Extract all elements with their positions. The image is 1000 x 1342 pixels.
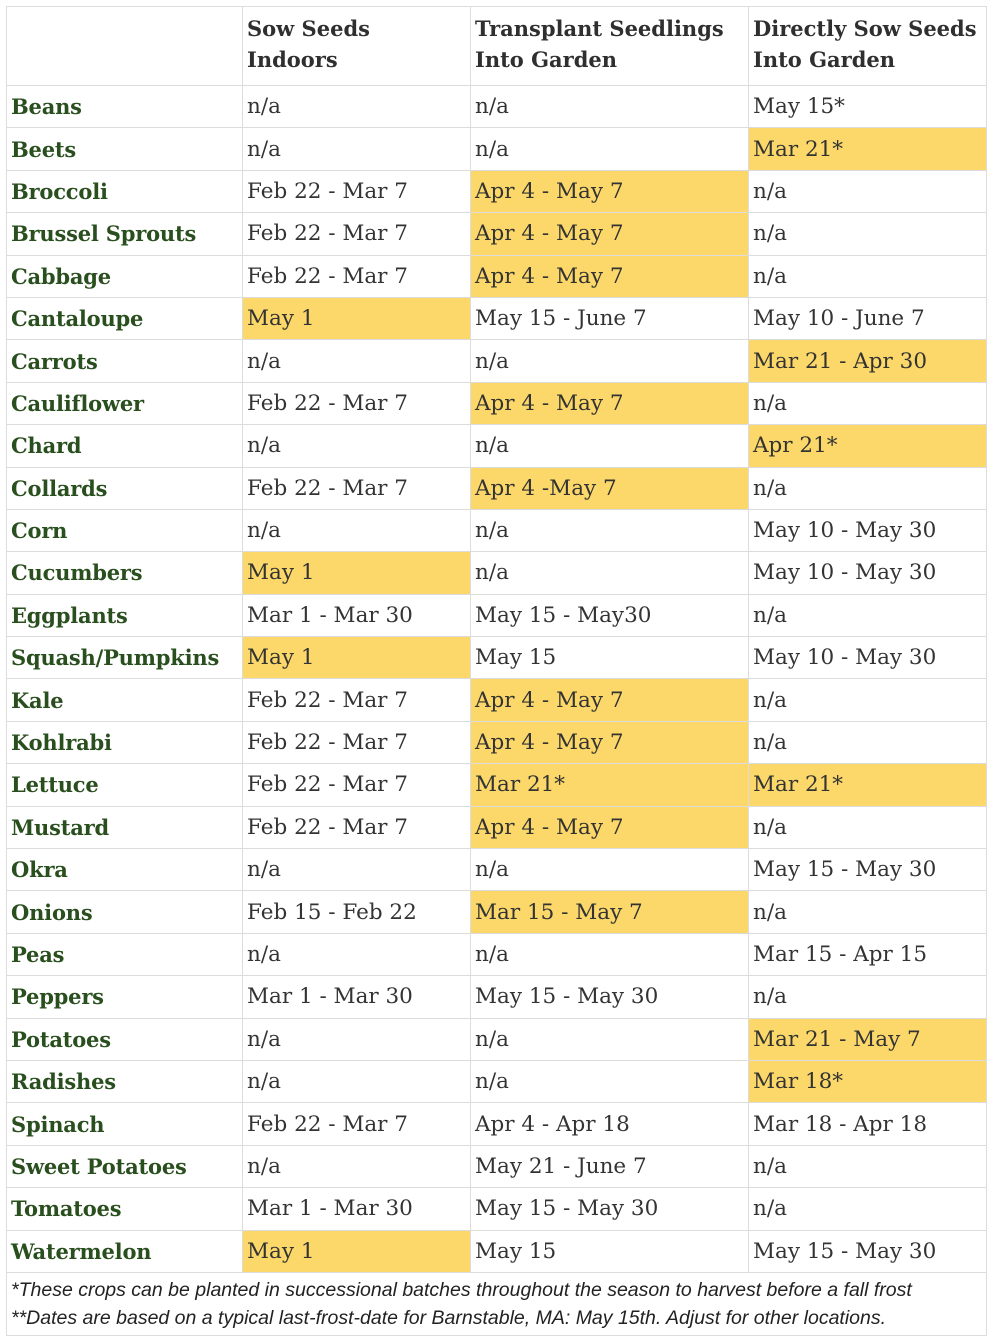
cell-indoors: n/a: [243, 340, 471, 382]
cell-direct: n/a: [749, 170, 987, 212]
cell-direct: May 15*: [749, 86, 987, 128]
cell-direct: Mar 21*: [749, 764, 987, 806]
footnote-frost-date: **Dates are based on a typical last-frost-date for Barnstable, MA: May 15th. Adjust for other locations.: [11, 1306, 887, 1329]
cell-transplant: n/a: [471, 128, 749, 170]
crop-name: Collards: [7, 467, 243, 509]
crop-name: Cantaloupe: [7, 297, 243, 339]
cell-transplant: Apr 4 - May 7: [471, 806, 749, 848]
cell-indoors: Mar 1 - Mar 30: [243, 976, 471, 1018]
table-row: [7, 933, 987, 975]
table-row: [7, 425, 987, 467]
crop-name: Cabbage: [7, 255, 243, 297]
crop-name: Peas: [7, 933, 243, 975]
cell-transplant: Apr 4 - Apr 18: [471, 1103, 749, 1145]
crop-name: Cucumbers: [7, 552, 243, 594]
cell-indoors: Feb 22 - Mar 7: [243, 467, 471, 509]
cell-transplant: n/a: [471, 1060, 749, 1102]
cell-direct: n/a: [749, 976, 987, 1018]
cell-indoors: May 1: [243, 637, 471, 679]
cell-transplant: May 15 - May 30: [471, 1188, 749, 1230]
cell-transplant: Apr 4 - May 7: [471, 170, 749, 212]
cell-indoors: Feb 22 - Mar 7: [243, 170, 471, 212]
planting-schedule-table: [6, 6, 987, 1336]
cell-transplant: Apr 4 - May 7: [471, 382, 749, 424]
cell-direct: n/a: [749, 891, 987, 933]
table-row: [7, 1230, 987, 1272]
cell-direct: May 15 - May 30: [749, 1230, 987, 1272]
table-row: [7, 1188, 987, 1230]
crop-name: Broccoli: [7, 170, 243, 212]
crop-name: Cauliflower: [7, 382, 243, 424]
table-row: [7, 213, 987, 255]
cell-indoors: n/a: [243, 849, 471, 891]
crop-name: Okra: [7, 849, 243, 891]
cell-indoors: n/a: [243, 86, 471, 128]
crop-name: Squash/Pumpkins: [7, 637, 243, 679]
table-row: [7, 382, 987, 424]
table-row: [7, 86, 987, 128]
table-row: [7, 764, 987, 806]
crop-name: Kohlrabi: [7, 721, 243, 763]
crop-name: Brussel Sprouts: [7, 213, 243, 255]
cell-indoors: Feb 22 - Mar 7: [243, 721, 471, 763]
cell-transplant: n/a: [471, 340, 749, 382]
cell-transplant: n/a: [471, 933, 749, 975]
cell-transplant: Mar 21*: [471, 764, 749, 806]
table-row: [7, 637, 987, 679]
table-row: [7, 1018, 987, 1060]
cell-direct: May 10 - May 30: [749, 509, 987, 551]
header-sow-indoors: Sow Seeds Indoors: [243, 7, 471, 86]
cell-indoors: May 1: [243, 552, 471, 594]
cell-transplant: n/a: [471, 425, 749, 467]
crop-name: Onions: [7, 891, 243, 933]
cell-direct: n/a: [749, 467, 987, 509]
crop-name: Sweet Potatoes: [7, 1145, 243, 1187]
cell-transplant: n/a: [471, 86, 749, 128]
table-row: [7, 1103, 987, 1145]
table-row: [7, 552, 987, 594]
cell-indoors: Mar 1 - Mar 30: [243, 1188, 471, 1230]
table-row: [7, 976, 987, 1018]
cell-direct: May 10 - May 30: [749, 637, 987, 679]
cell-indoors: n/a: [243, 933, 471, 975]
crop-name: Radishes: [7, 1060, 243, 1102]
cell-transplant: May 15 - May 30: [471, 976, 749, 1018]
table-row: [7, 891, 987, 933]
cell-indoors: May 1: [243, 1230, 471, 1272]
cell-direct: May 15 - May 30: [749, 849, 987, 891]
crop-name: Carrots: [7, 340, 243, 382]
cell-indoors: Feb 22 - Mar 7: [243, 1103, 471, 1145]
cell-direct: n/a: [749, 1145, 987, 1187]
cell-direct: Apr 21*: [749, 425, 987, 467]
cell-direct: Mar 21 - May 7: [749, 1018, 987, 1060]
cell-transplant: n/a: [471, 509, 749, 551]
cell-transplant: Apr 4 - May 7: [471, 679, 749, 721]
cell-transplant: Apr 4 - May 7: [471, 721, 749, 763]
table-row: [7, 721, 987, 763]
crop-name: Kale: [7, 679, 243, 721]
cell-direct: Mar 21*: [749, 128, 987, 170]
cell-transplant: May 15 - May30: [471, 594, 749, 636]
table-row: [7, 340, 987, 382]
cell-direct: n/a: [749, 721, 987, 763]
cell-direct: May 10 - May 30: [749, 552, 987, 594]
cell-indoors: n/a: [243, 1018, 471, 1060]
table-row: [7, 467, 987, 509]
cell-transplant: n/a: [471, 1018, 749, 1060]
crop-name: Watermelon: [7, 1230, 243, 1272]
cell-direct: n/a: [749, 255, 987, 297]
cell-indoors: Feb 22 - Mar 7: [243, 382, 471, 424]
table-row: [7, 679, 987, 721]
crop-name: Eggplants: [7, 594, 243, 636]
crop-name: Tomatoes: [7, 1188, 243, 1230]
cell-direct: Mar 15 - Apr 15: [749, 933, 987, 975]
crop-name: Mustard: [7, 806, 243, 848]
cell-direct: n/a: [749, 594, 987, 636]
cell-indoors: n/a: [243, 128, 471, 170]
crop-name: Potatoes: [7, 1018, 243, 1060]
table-row: [7, 849, 987, 891]
header-transplant: Transplant Seedlings Into Garden: [471, 7, 749, 86]
cell-indoors: Feb 22 - Mar 7: [243, 213, 471, 255]
cell-indoors: n/a: [243, 1145, 471, 1187]
cell-transplant: May 15: [471, 1230, 749, 1272]
cell-indoors: n/a: [243, 1060, 471, 1102]
cell-direct: n/a: [749, 382, 987, 424]
cell-indoors: Feb 22 - Mar 7: [243, 764, 471, 806]
table-row: [7, 1060, 987, 1102]
table-row: [7, 128, 987, 170]
cell-indoors: n/a: [243, 509, 471, 551]
cell-direct: n/a: [749, 213, 987, 255]
cell-direct: n/a: [749, 806, 987, 848]
table-row: [7, 594, 987, 636]
cell-direct: n/a: [749, 1188, 987, 1230]
cell-transplant: n/a: [471, 552, 749, 594]
table-row: [7, 297, 987, 339]
header-row: [7, 7, 987, 86]
table-row: [7, 170, 987, 212]
footnote-row: [7, 1272, 987, 1335]
cell-transplant: May 21 - June 7: [471, 1145, 749, 1187]
crop-name: Spinach: [7, 1103, 243, 1145]
header-direct-sow: Directly Sow Seeds Into Garden: [749, 7, 987, 86]
cell-direct: n/a: [749, 679, 987, 721]
cell-indoors: May 1: [243, 297, 471, 339]
cell-direct: Mar 21 - Apr 30: [749, 340, 987, 382]
cell-transplant: Apr 4 - May 7: [471, 255, 749, 297]
crop-name: Beets: [7, 128, 243, 170]
cell-indoors: Feb 22 - Mar 7: [243, 255, 471, 297]
cell-transplant: Mar 15 - May 7: [471, 891, 749, 933]
crop-name: Chard: [7, 425, 243, 467]
crop-name: Peppers: [7, 976, 243, 1018]
cell-transplant: May 15 - June 7: [471, 297, 749, 339]
crop-name: Corn: [7, 509, 243, 551]
cell-transplant: n/a: [471, 849, 749, 891]
table-row: [7, 255, 987, 297]
table-row: [7, 806, 987, 848]
cell-direct: Mar 18 - Apr 18: [749, 1103, 987, 1145]
crop-name: Beans: [7, 86, 243, 128]
cell-direct: May 10 - June 7: [749, 297, 987, 339]
cell-transplant: May 15: [471, 637, 749, 679]
cell-transplant: Apr 4 -May 7: [471, 467, 749, 509]
cell-indoors: n/a: [243, 425, 471, 467]
table-row: [7, 509, 987, 551]
table-row: [7, 1145, 987, 1187]
footnotes: [7, 1272, 987, 1335]
crop-name: Lettuce: [7, 764, 243, 806]
cell-indoors: Feb 15 - Feb 22: [243, 891, 471, 933]
cell-transplant: Apr 4 - May 7: [471, 213, 749, 255]
cell-indoors: Feb 22 - Mar 7: [243, 806, 471, 848]
cell-indoors: Mar 1 - Mar 30: [243, 594, 471, 636]
cell-direct: Mar 18*: [749, 1060, 987, 1102]
header-crop: [7, 7, 243, 86]
cell-indoors: Feb 22 - Mar 7: [243, 679, 471, 721]
footnote-successional: *These crops can be planted in successional batches throughout the season to harvest before a fall frost: [11, 1278, 912, 1301]
